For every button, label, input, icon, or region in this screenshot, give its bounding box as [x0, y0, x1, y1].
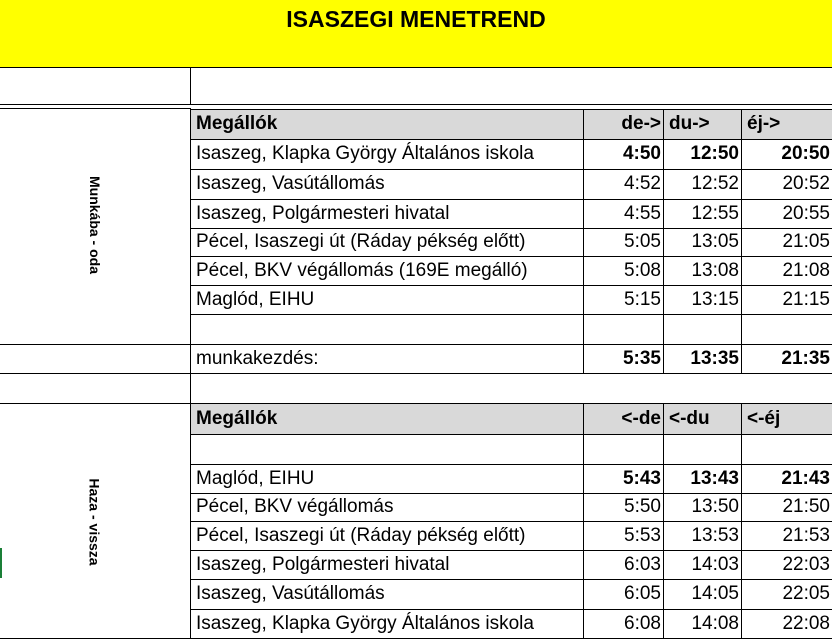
grid-hline — [190, 139, 832, 140]
work-start-morning: 5:35 — [622, 348, 661, 369]
time-morning: 5:50 — [624, 496, 661, 517]
stop-name: Maglód, EIHU — [196, 288, 315, 310]
time-morning: 4:52 — [624, 173, 661, 194]
time-night: 22:03 — [782, 553, 830, 575]
grid-vline — [190, 68, 191, 104]
grid-vline — [190, 374, 191, 404]
time-night: 20:50 — [781, 143, 830, 164]
grid-hline — [190, 434, 832, 435]
stop-name: Pécel, BKV végállomás (169E megálló) — [196, 259, 528, 281]
grid-vline — [663, 404, 664, 639]
grid-hline — [190, 464, 832, 465]
time-afternoon: 13:05 — [691, 231, 739, 252]
time-night: 21:08 — [782, 259, 830, 281]
column-header-morning: <-de — [583, 404, 663, 434]
time-morning: 5:15 — [624, 288, 661, 310]
time-afternoon: 14:05 — [691, 583, 739, 604]
time-night: 20:55 — [782, 202, 830, 224]
grid-hline — [190, 314, 832, 315]
side-label-home — [0, 404, 190, 639]
grid-hline — [190, 199, 832, 200]
stop-name: Isaszeg, Polgármesteri hivatal — [196, 202, 450, 224]
grid-hline — [190, 169, 832, 170]
stop-name: Pécel, BKV végállomás — [196, 496, 394, 517]
time-morning: 4:50 — [622, 143, 661, 164]
grid-vline — [583, 109, 584, 374]
time-morning: 6:08 — [624, 613, 661, 634]
side-label-to-work-text: Munkába - oda — [86, 175, 103, 275]
grid-hline — [190, 493, 832, 494]
time-night: 21:15 — [782, 288, 830, 310]
grid-hline — [190, 521, 832, 522]
time-morning: 5:43 — [622, 467, 661, 489]
column-header-stops: Megállók — [190, 404, 583, 434]
grid-hline — [190, 579, 832, 580]
time-night: 20:52 — [782, 173, 830, 194]
stop-name: Isaszeg, Vasútállomás — [196, 173, 385, 194]
stop-name: Pécel, Isaszegi út (Ráday pékség előtt) — [196, 231, 526, 252]
column-header-morning: de-> — [583, 109, 663, 139]
grid-hline — [0, 108, 190, 109]
title-banner — [0, 0, 832, 68]
time-morning: 5:08 — [624, 259, 661, 281]
time-morning: 4:55 — [624, 202, 661, 224]
grid-vline — [190, 404, 191, 639]
time-morning: 6:05 — [624, 583, 661, 604]
grid-hline — [190, 344, 832, 345]
grid-hline — [0, 373, 832, 374]
grid-hline — [190, 228, 832, 229]
time-afternoon: 13:50 — [691, 496, 739, 517]
column-header-afternoon: du-> — [663, 109, 741, 139]
time-morning: 6:03 — [624, 553, 661, 575]
side-label-to-work — [0, 108, 190, 342]
grid-hline — [190, 109, 832, 110]
grid-hline — [0, 344, 190, 345]
side-label-home-text: Haza - vissza — [86, 477, 103, 566]
page-title: ISASZEGI MENETREND — [286, 6, 546, 32]
grid-hline — [190, 609, 832, 610]
grid-hline — [190, 285, 832, 286]
stop-name: Isaszeg, Polgármesteri hivatal — [196, 553, 450, 575]
time-afternoon: 14:03 — [691, 553, 739, 575]
time-night: 22:05 — [782, 583, 830, 604]
time-morning: 5:05 — [624, 231, 661, 252]
grid-hline — [190, 256, 832, 257]
grid-vline — [741, 404, 742, 639]
time-night: 22:08 — [782, 613, 830, 634]
grid-hline — [0, 403, 832, 404]
grid-hline — [190, 550, 832, 551]
column-header-stops: Megállók — [190, 109, 583, 139]
grid-vline — [190, 108, 191, 374]
row-indicator — [0, 548, 2, 578]
grid-vline — [583, 404, 584, 639]
column-header-night: éj-> — [741, 109, 832, 139]
column-header-night: <-éj — [741, 404, 832, 434]
column-header-afternoon: <-du — [663, 404, 741, 434]
time-afternoon: 13:53 — [691, 524, 739, 546]
time-afternoon: 12:50 — [690, 143, 739, 164]
time-afternoon: 14:08 — [691, 613, 739, 634]
time-afternoon: 13:43 — [690, 467, 739, 489]
time-night: 21:53 — [782, 524, 830, 546]
time-night: 21:05 — [782, 231, 830, 252]
work-start-night: 21:35 — [781, 348, 830, 369]
time-afternoon: 13:15 — [691, 288, 739, 310]
time-night: 21:43 — [781, 467, 830, 489]
time-afternoon: 12:55 — [691, 202, 739, 224]
stop-name: Pécel, Isaszegi út (Ráday pékség előtt) — [196, 524, 526, 546]
work-start-afternoon: 13:35 — [690, 348, 739, 369]
time-night: 21:50 — [782, 496, 830, 517]
grid-vline — [741, 109, 742, 374]
stop-name: Isaszeg, Klapka György Általános iskola — [196, 143, 534, 164]
time-afternoon: 13:08 — [691, 259, 739, 281]
grid-vline — [663, 109, 664, 374]
grid-hline — [0, 104, 832, 105]
stop-name: Isaszeg, Vasútállomás — [196, 583, 385, 604]
stop-name: Isaszeg, Klapka György Általános iskola — [196, 613, 534, 634]
time-morning: 5:53 — [624, 524, 661, 546]
stop-name: Maglód, EIHU — [196, 467, 315, 489]
time-afternoon: 12:52 — [691, 173, 739, 194]
work-start-label: munkakezdés: — [196, 348, 319, 369]
